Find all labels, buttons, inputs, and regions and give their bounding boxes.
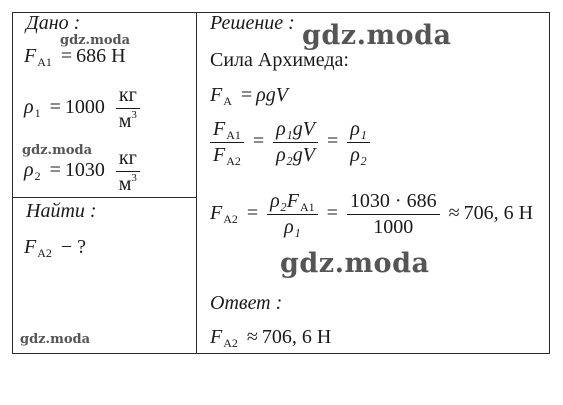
- denominator-subscript: A2: [226, 154, 241, 168]
- rho-subscript: 1: [34, 106, 41, 121]
- force-subscript: A2: [37, 246, 52, 260]
- watermark-small: gdz.moda: [20, 332, 91, 347]
- equals-sign: =: [49, 96, 61, 119]
- fraction-symbolic: [267, 190, 317, 239]
- answer-header: Ответ :: [210, 292, 283, 314]
- unit-numerator: кг: [116, 147, 140, 172]
- rho-subscript: 2: [34, 169, 41, 184]
- force-symbol: F: [210, 326, 223, 348]
- force-symbol: F: [210, 84, 223, 106]
- unknown-mark: − ?: [60, 236, 87, 258]
- unit-denominator: [116, 172, 140, 196]
- fraction-numeric: [347, 190, 440, 239]
- column-divider: [196, 12, 197, 354]
- find-line: [24, 236, 86, 259]
- formula-ratio: [210, 118, 370, 167]
- equals-sign: =: [326, 130, 339, 153]
- rho-symbol: ρ: [24, 159, 34, 182]
- fraction-numerator: 1030 · 686: [347, 190, 440, 215]
- fraction-numerator: ρ₁: [347, 118, 370, 143]
- fraction-denominator: ρ₁: [284, 216, 301, 238]
- fraction-numerator: [210, 118, 244, 143]
- unit-base: м: [118, 110, 132, 132]
- given-find-divider: [12, 197, 197, 198]
- fraction-denominator: ρ₂: [350, 144, 367, 166]
- rho-symbol: ρ: [24, 96, 34, 119]
- unit-base: м: [118, 173, 132, 195]
- unit-numerator: кг: [116, 84, 140, 109]
- fraction-denominator: ρ₂gV: [276, 144, 315, 166]
- given-force-line: [24, 45, 126, 68]
- equals-sign: =: [240, 84, 253, 106]
- watermark-large: gdz.moda: [302, 20, 452, 51]
- numerator-text: ρ₂F: [270, 190, 299, 212]
- fraction-densities: [347, 118, 370, 167]
- equals-sign: =: [49, 159, 61, 182]
- watermark-large: gdz.moda: [280, 248, 430, 279]
- numerator-subscript: A1: [299, 200, 315, 214]
- numerator-subscript: A1: [226, 128, 241, 142]
- watermark-small: gdz.moda: [22, 143, 93, 158]
- force-subscript: A: [223, 94, 232, 108]
- unit-power: 3: [131, 109, 137, 121]
- equals-sign: =: [326, 202, 338, 225]
- force-subscript: A2: [223, 212, 238, 227]
- density1-value: 1000: [64, 96, 105, 119]
- force-symbol: F: [210, 202, 223, 225]
- given-density1-line: [24, 84, 140, 133]
- denominator-symbol: F: [213, 144, 226, 166]
- force-subscript: A2: [223, 336, 238, 350]
- watermark-small: gdz.moda: [60, 33, 131, 48]
- given-header: Дано :: [26, 12, 81, 34]
- find-header: Найти :: [26, 200, 97, 222]
- equals-sign: =: [60, 45, 73, 67]
- fraction-denominator: 1000: [373, 216, 414, 238]
- force-subscript: A1: [37, 55, 52, 69]
- fraction-forces: [210, 118, 244, 167]
- density2-value: 1030: [64, 159, 105, 182]
- force-symbol: F: [24, 45, 37, 67]
- equals-sign: =: [246, 202, 259, 225]
- answer-line: [210, 326, 331, 349]
- equals-sign: =: [252, 130, 265, 153]
- fraction-numerator: ρ₁gV: [273, 118, 318, 143]
- answer-value: 706, 6 Н: [261, 326, 332, 348]
- approx-sign: ≈: [448, 202, 460, 225]
- fraction-denominator: [210, 143, 244, 167]
- density-unit: [116, 147, 140, 196]
- fraction-numerator: [267, 190, 317, 215]
- solution-intro: Сила Архимеда:: [210, 49, 349, 71]
- numerator-symbol: F: [213, 118, 226, 140]
- fraction-expanded: [273, 118, 318, 167]
- approx-sign: ≈: [246, 326, 258, 348]
- solution-header: Решение :: [210, 12, 295, 34]
- given-density2-line: [24, 147, 140, 196]
- force-value: 686 Н: [76, 45, 126, 67]
- density-unit: [116, 84, 140, 133]
- unit-power: 3: [131, 172, 137, 184]
- formula-rhs: ρgV: [256, 84, 288, 106]
- force-symbol: F: [24, 236, 37, 258]
- result-value: 706, 6 Н: [463, 202, 534, 225]
- unit-denominator: [116, 109, 140, 133]
- formula-archimedes: [210, 84, 288, 107]
- formula-result: [210, 190, 533, 239]
